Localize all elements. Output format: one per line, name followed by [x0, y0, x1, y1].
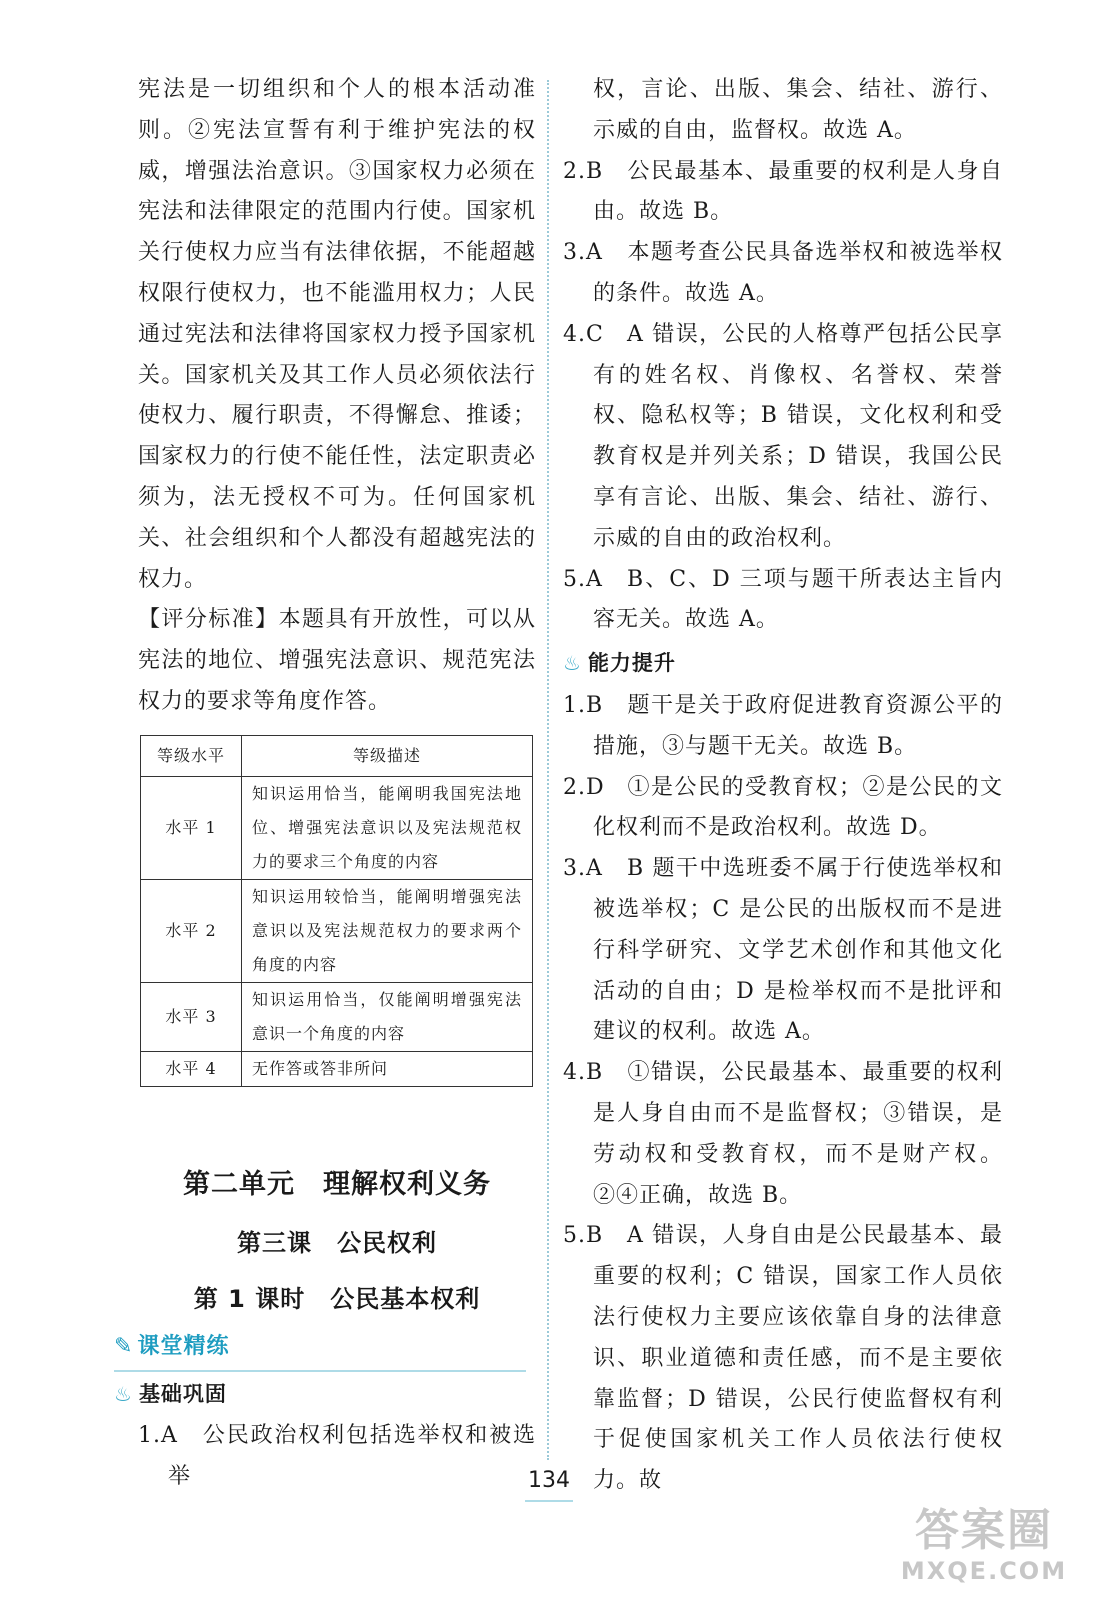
watermark-text: 答案圈: [915, 1505, 1053, 1556]
answer-text: A 错误，人身自由是公民最基本、最重要的权利；C 错误，国家工作人员依法行使权力主要应该依靠自身的法律意识、职业道德和责任感，而不是主要依靠监督；D 错误，公民行使监督权有利于促使国家机关工作人员依法行使权力。故: [593, 1223, 1003, 1494]
table-cell-desc: 知识运用较恰当，能阐明增强宪法意识以及宪法规范权力的要求两个角度的内容: [242, 879, 533, 982]
drop-icon: ♨: [563, 651, 582, 676]
section-heading: [114, 1374, 536, 1415]
answer-number: 5.A: [563, 566, 603, 592]
answer-text: 题干是关于政府促进教育资源公平的措施，③与题干无关。故选 B。: [593, 692, 1003, 759]
table-header: 等级描述: [242, 735, 533, 776]
answer-number: 4.B: [563, 1060, 604, 1086]
table-row: [141, 776, 533, 879]
table-cell-desc: 无作答或答非所问: [242, 1051, 533, 1086]
answer-continuation: 权，言论、出版、集会、结社、游行、示威的自由，监督权。故选 A。: [593, 77, 1003, 143]
answer-text: 公民最基本、最重要的权利是人身自由。故选 B。: [593, 158, 1003, 225]
answer-text: 本题考查公民具备选举权和被选举权的条件。故选 A。: [593, 240, 1003, 306]
table-cell-level: 水平 2: [141, 879, 242, 982]
answer-number: 3.A: [563, 240, 603, 266]
unit-title: 第二单元 理解权利义务: [183, 1168, 491, 1200]
answer-item: [563, 233, 1003, 315]
section-heading: [563, 643, 1003, 684]
answer-item: [563, 1053, 1003, 1216]
answer-number: 1.A: [138, 1423, 178, 1449]
answer-item: [563, 686, 1003, 768]
table-cell-desc: 知识运用恰当，仅能阐明增强宪法意识一个角度的内容: [242, 982, 533, 1051]
answer-number: 2.B: [563, 158, 604, 184]
watermark-logo: [884, 1506, 1084, 1592]
answer-number: 1.B: [563, 692, 604, 718]
table-cell-desc: 知识运用恰当，能阐明我国宪法地位、增强宪法意识以及宪法规范权力的要求三个角度的内容: [242, 776, 533, 879]
section-heading-label: 基础巩固: [138, 1381, 227, 1406]
column-divider: [547, 80, 549, 1460]
watermark-url: MXQE.COM: [900, 1557, 1068, 1585]
scoring-table: [140, 735, 533, 1087]
section-banner: [114, 1327, 526, 1372]
page-number-underline: [525, 1500, 573, 1502]
table-cell-level: 水平 1: [141, 776, 242, 879]
answer-item: [563, 849, 1003, 1053]
answer-item: [563, 1216, 1003, 1502]
table-cell-level: 水平 4: [141, 1051, 242, 1086]
answer-text: ①是公民的受教育权；②是公民的文化权利而不是政治权利。故选 D。: [593, 774, 1003, 841]
page-number: 134: [528, 1468, 570, 1493]
answer-number: 4.C: [563, 321, 604, 347]
banner-label: 课堂精练: [137, 1333, 230, 1359]
answer-item: [563, 315, 1003, 560]
answer-text: 公民政治权利包括选举权和被选举: [168, 1423, 536, 1490]
answer-paragraph: 宪法是一切组织和个人的根本活动准则。②宪法宣誓有利于维护宪法的权威，增强法治意识。③国家权力必须在宪法和法律限定的范围内行使。国家机关行使权力应当有法律依据，不能超越权限行使权力，也不能滥用权力；人民通过宪法和法律将国家权力授予国家机关。国家机关及其工作人员必须依法行使权力、履行职责，不得懈怠、推诿；国家权力的行使不能任性，法定职责必须为，法无授权不可为。任何国家机关、社会组织和个人都没有超越宪法的权力。: [138, 77, 536, 592]
answer-text: ①错误，公民最基本、最重要的权利是人身自由而不是监督权；③错误，是劳动权和受教育权，而不是财产权。②④正确，故选 B。: [593, 1060, 1003, 1208]
table-header: 等级水平: [141, 735, 242, 776]
lesson-title: 第三课 公民权利: [237, 1228, 437, 1257]
right-column: [563, 70, 1003, 1502]
period-title: 第 1 课时 公民基本权利: [193, 1284, 481, 1313]
answer-text: B 题干中选班委不属于行使选举权和被选举权；C 是公民的出版权而不是进行科学研究、文学艺术创作和其他文化活动的自由；D 是检举权而不是批评和建议的权利。故选 A。: [593, 856, 1003, 1045]
answer-text: B、C、D 三项与题干所表达主旨内容无关。故选 A。: [593, 566, 1003, 633]
section-heading-label: 能力提升: [587, 651, 676, 676]
scoring-standard: 【评分标准】本题具有开放性，可以从宪法的地位、增强宪法意识、规范宪法权力的要求等角度作答。: [138, 607, 536, 714]
answer-item: [563, 768, 1003, 850]
answer-item: [563, 152, 1003, 234]
left-column: [114, 70, 536, 1498]
table-row: [141, 982, 533, 1051]
answer-number: 2.D: [563, 774, 605, 800]
table-row: [141, 1051, 533, 1086]
pencil-icon: ✎: [114, 1333, 134, 1359]
table-cell-level: 水平 3: [141, 982, 242, 1051]
table-row: [141, 879, 533, 982]
answer-number: 3.A: [563, 856, 603, 882]
drop-icon: ♨: [114, 1381, 133, 1406]
table-header-row: [141, 735, 533, 776]
answer-number: 5.B: [563, 1223, 604, 1249]
answer-item: [563, 560, 1003, 642]
answer-text: A 错误，公民的人格尊严包括公民享有的姓名权、肖像权、名誉权、荣誉权、隐私权等；B 错误，文化权利和受教育权是并列关系；D 错误，我国公民享有言论、出版、集会、结社、游行、示威的自由的政治权利。: [593, 321, 1003, 551]
